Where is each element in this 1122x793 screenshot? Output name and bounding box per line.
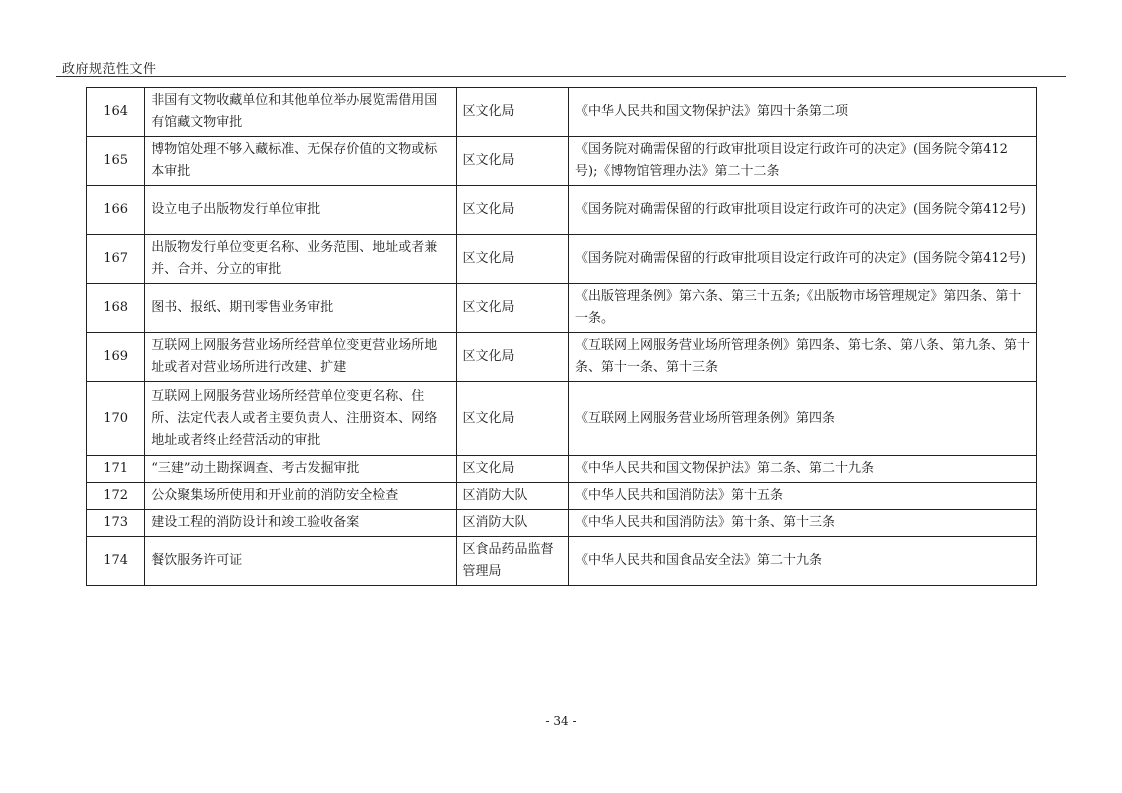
- legal-basis: 《互联网上网服务营业场所管理条例》第四条、第七条、第八条、第九条、第十条、第十一条、第十三条: [569, 333, 1037, 382]
- department: 区文化局: [456, 88, 568, 137]
- legal-basis: 《国务院对确需保留的行政审批项目设定行政许可的决定》(国务院令第412号);《博物馆管理办法》第二十二条: [569, 137, 1037, 186]
- item-name: 公众聚集场所使用和开业前的消防安全检查: [145, 483, 456, 510]
- item-name: 互联网上网服务营业场所经营单位变更营业场所地址或者对营业场所进行改建、扩建: [145, 333, 456, 382]
- item-name: 建设工程的消防设计和竣工验收备案: [145, 510, 456, 537]
- department: 区消防大队: [456, 510, 568, 537]
- table-row: [87, 456, 1037, 483]
- row-number: 173: [87, 510, 145, 537]
- item-name: 图书、报纸、期刊零售业务审批: [145, 284, 456, 333]
- row-number: 168: [87, 284, 145, 333]
- department: 区食品药品监督管理局: [456, 537, 568, 586]
- legal-basis: 《国务院对确需保留的行政审批项目设定行政许可的决定》(国务院令第412号): [569, 186, 1037, 235]
- row-number: 174: [87, 537, 145, 586]
- item-name: 餐饮服务许可证: [145, 537, 456, 586]
- legal-basis: 《国务院对确需保留的行政审批项目设定行政许可的决定》(国务院令第412号): [569, 235, 1037, 284]
- row-number: 170: [87, 382, 145, 456]
- row-number: 167: [87, 235, 145, 284]
- item-name: 博物馆处理不够入藏标准、无保存价值的文物或标本审批: [145, 137, 456, 186]
- table-row: [87, 483, 1037, 510]
- row-number: 164: [87, 88, 145, 137]
- table-row: [87, 537, 1037, 586]
- document-header-title: 政府规范性文件: [62, 62, 157, 77]
- table-row: [87, 186, 1037, 235]
- row-number: 171: [87, 456, 145, 483]
- department: 区文化局: [456, 235, 568, 284]
- row-number: 166: [87, 186, 145, 235]
- header-divider: [56, 76, 1066, 77]
- legal-basis: 《中华人民共和国消防法》第十条、第十三条: [569, 510, 1037, 537]
- item-name: 非国有文物收藏单位和其他单位举办展览需借用国有馆藏文物审批: [145, 88, 456, 137]
- legal-basis: 《中华人民共和国食品安全法》第二十九条: [569, 537, 1037, 586]
- table-row: [87, 382, 1037, 456]
- item-name: 出版物发行单位变更名称、业务范围、地址或者兼并、合并、分立的审批: [145, 235, 456, 284]
- table-row: [87, 333, 1037, 382]
- department: 区文化局: [456, 333, 568, 382]
- row-number: 172: [87, 483, 145, 510]
- item-name: “三建”动土勘探调查、考古发掘审批: [145, 456, 456, 483]
- approval-items-table: [86, 87, 1037, 586]
- item-name: 互联网上网服务营业场所经营单位变更名称、住所、法定代表人或者主要负责人、注册资本、网络地址或者终止经营活动的审批: [145, 382, 456, 456]
- row-number: 169: [87, 333, 145, 382]
- legal-basis: 《中华人民共和国文物保护法》第二条、第二十九条: [569, 456, 1037, 483]
- legal-basis: 《互联网上网服务营业场所管理条例》第四条: [569, 382, 1037, 456]
- department: 区文化局: [456, 456, 568, 483]
- page-number: - 34 -: [545, 714, 577, 728]
- row-number: 165: [87, 137, 145, 186]
- legal-basis: 《中华人民共和国文物保护法》第四十条第二项: [569, 88, 1037, 137]
- table-row: [87, 235, 1037, 284]
- department: 区文化局: [456, 284, 568, 333]
- legal-basis: 《出版管理条例》第六条、第三十五条;《出版物市场管理规定》第四条、第十一条。: [569, 284, 1037, 333]
- item-name: 设立电子出版物发行单位审批: [145, 186, 456, 235]
- department: 区文化局: [456, 186, 568, 235]
- table-row: [87, 284, 1037, 333]
- table-row: [87, 88, 1037, 137]
- department: 区文化局: [456, 382, 568, 456]
- department: 区消防大队: [456, 483, 568, 510]
- table-row: [87, 137, 1037, 186]
- department: 区文化局: [456, 137, 568, 186]
- legal-basis: 《中华人民共和国消防法》第十五条: [569, 483, 1037, 510]
- table-row: [87, 510, 1037, 537]
